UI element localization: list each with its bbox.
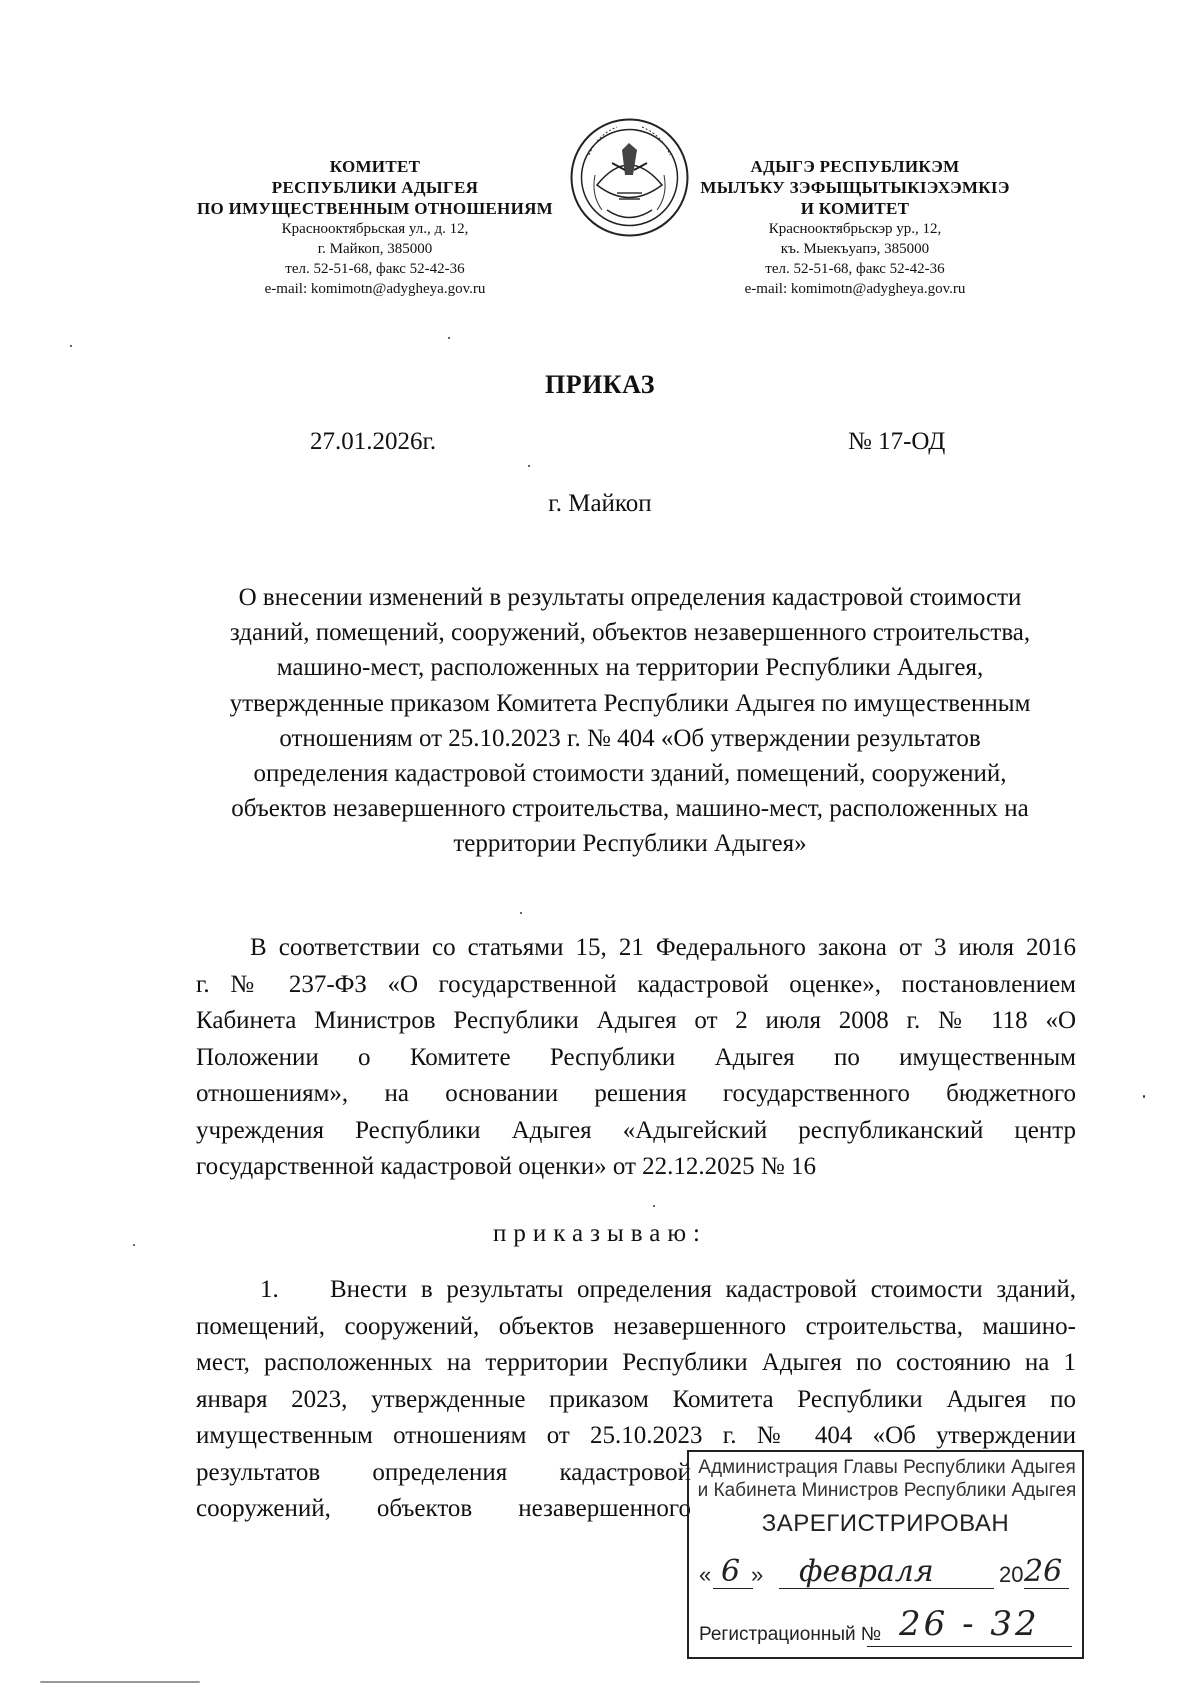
item-line: мест, расположенных на территории Республики Адыгея по состоянию на 1 <box>196 1349 1076 1376</box>
org-name-ru-line1: КОМИТЕТ <box>329 157 421 176</box>
scan-speck <box>70 345 72 347</box>
document-date: 27.01.2026г. <box>310 428 437 455</box>
title-line: зданий, помещений, сооружений, объектов незавершенного строительства, <box>229 619 1031 647</box>
basis-line: государственной кадастровой оценки» от 22.12.2025 № 16 <box>196 1153 817 1180</box>
org-name-ady-line1: АДЫГЭ РЕСПУБЛИКЭМ <box>750 157 960 176</box>
address-ady-line2: къ. Мыекъуапэ, 385000 <box>780 241 930 257</box>
email-ady: e-mail: komimotn@adygheya.gov.ru <box>744 281 966 297</box>
item-line: января 2023, утвержденные приказом Комитета Республики Адыгея по <box>196 1385 1076 1413</box>
org-name-ru-line2: РЕСПУБЛИКИ АДЫГЕЯ <box>271 178 479 197</box>
stamp-date <box>699 1554 1074 1594</box>
stamp-org-line1: Администрация Главы Республики Адыгея <box>698 1457 1076 1478</box>
scan-speck <box>528 465 530 467</box>
reg-label: Регистрационный № <box>699 1624 882 1645</box>
title-line: территории Республики Адыгея» <box>453 830 807 858</box>
title-line: объектов незавершенного строительства, машино-мест, расположенных на <box>231 795 1029 823</box>
basis-line: г. № 237-ФЗ «О государственной кадастровой оценке», постановлением <box>196 970 1076 998</box>
stamp-day: 6 <box>721 1554 741 1589</box>
scan-speck <box>133 1244 135 1246</box>
item-line: сооружений, объектов незавершенного <box>196 1495 691 1522</box>
item-1-number: 1. <box>260 1276 279 1303</box>
scan-speck <box>448 337 450 339</box>
basis-paragraph <box>196 930 1076 1186</box>
underline <box>779 1588 994 1589</box>
document-title <box>200 580 1060 862</box>
basis-line: отношениям», на основании решения государственного бюджетного <box>196 1080 1076 1107</box>
title-line: машино-мест, расположенных на территории Республики Адыгея, <box>276 654 984 682</box>
underline <box>713 1588 753 1589</box>
item-line: результатов определения кадастровой <box>196 1458 691 1486</box>
coat-of-arms-icon <box>567 115 692 240</box>
basis-line: Кабинета Министров Республики Адыгея от 2 июля 2008 г. № 118 «О <box>196 1007 1076 1034</box>
scan-speck <box>520 912 522 914</box>
phone-ru: тел. 52-51-68, факс 52-42-36 <box>285 261 465 277</box>
stamp-month: февраля <box>799 1554 934 1589</box>
org-name-ru-line3: ПО ИМУЩЕСТВЕННЫМ ОТНОШЕНИЯМ <box>196 199 554 218</box>
item-line: имущественным отношениям от 25.10.2023 г. № 404 «Об утверждении <box>196 1422 1076 1449</box>
quote-close: » <box>751 1562 764 1587</box>
header-right <box>690 156 1020 299</box>
basis-line: В соответствии со статьями 15, 21 Федерального закона от 3 июля 2016 <box>250 934 1076 961</box>
stamp-org-line2: и Кабинета Министров Республики Адыгея <box>697 1480 1077 1501</box>
quote-open: « <box>699 1562 712 1587</box>
reg-number: 26 - 32 <box>899 1604 1040 1644</box>
document-number: № 17-ОД <box>848 428 946 455</box>
org-name-ady-line3: И КОМИТЕТ <box>800 199 910 218</box>
header-left <box>190 156 560 299</box>
stamp-registration <box>699 1604 1074 1648</box>
address-ru-line1: Краснооктябрьская ул., д. 12, <box>281 221 469 237</box>
stamp-year-suffix: 26 <box>1024 1554 1063 1589</box>
title-line: О внесении изменений в результаты определения кадастровой стоимости <box>238 584 1022 611</box>
item-line: помещений, сооружений, объектов незавершенного строительства, машино- <box>196 1312 1076 1340</box>
order-word: приказываю: <box>493 1220 707 1247</box>
title-line: отношениям от 25.10.2023 г. № 404 «Об утверждении результатов <box>279 724 981 752</box>
stamp-organization <box>697 1456 1077 1502</box>
scan-speck <box>653 1205 655 1207</box>
title-line: утвержденные приказом Комитета Республики Адыгея по имущественным <box>229 689 1031 717</box>
basis-line: учреждения Республики Адыгея «Адыгейский республиканский центр <box>196 1116 1076 1144</box>
org-name-ady-line2: МЫЛЪКУ ЗЭФЫЩЫТЫКIЭХЭМКIЭ <box>700 178 1010 197</box>
item-1-first-line <box>196 1272 1076 1309</box>
title-line: определения кадастровой стоимости зданий, помещений, сооружений, <box>253 760 1007 788</box>
underline <box>1024 1588 1069 1589</box>
document-city: г. Майкоп <box>548 490 652 517</box>
registration-stamp <box>687 1450 1084 1659</box>
email-ru: e-mail: komimotn@adygheya.gov.ru <box>264 281 486 297</box>
item-line: Внести в результаты определения кадастровой стоимости зданий, <box>330 1276 1076 1303</box>
address-ru-line2: г. Майкоп, 385000 <box>317 241 433 257</box>
underline <box>867 1646 1072 1647</box>
scan-edge <box>40 1681 200 1683</box>
stamp-year-prefix: 20 <box>999 1562 1024 1587</box>
address-ady-line1: Краснооктябрьскэр ур., 12, <box>768 221 942 237</box>
stamp-status: ЗАРЕГИСТРИРОВАН <box>761 1510 1010 1537</box>
basis-line: Положении о Комитете Республики Адыгея по имущественным <box>196 1043 1076 1071</box>
scan-speck <box>1143 1095 1145 1098</box>
document-type: ПРИКАЗ <box>544 370 656 399</box>
phone-ady: тел. 52-51-68, факс 52-42-36 <box>765 261 945 277</box>
